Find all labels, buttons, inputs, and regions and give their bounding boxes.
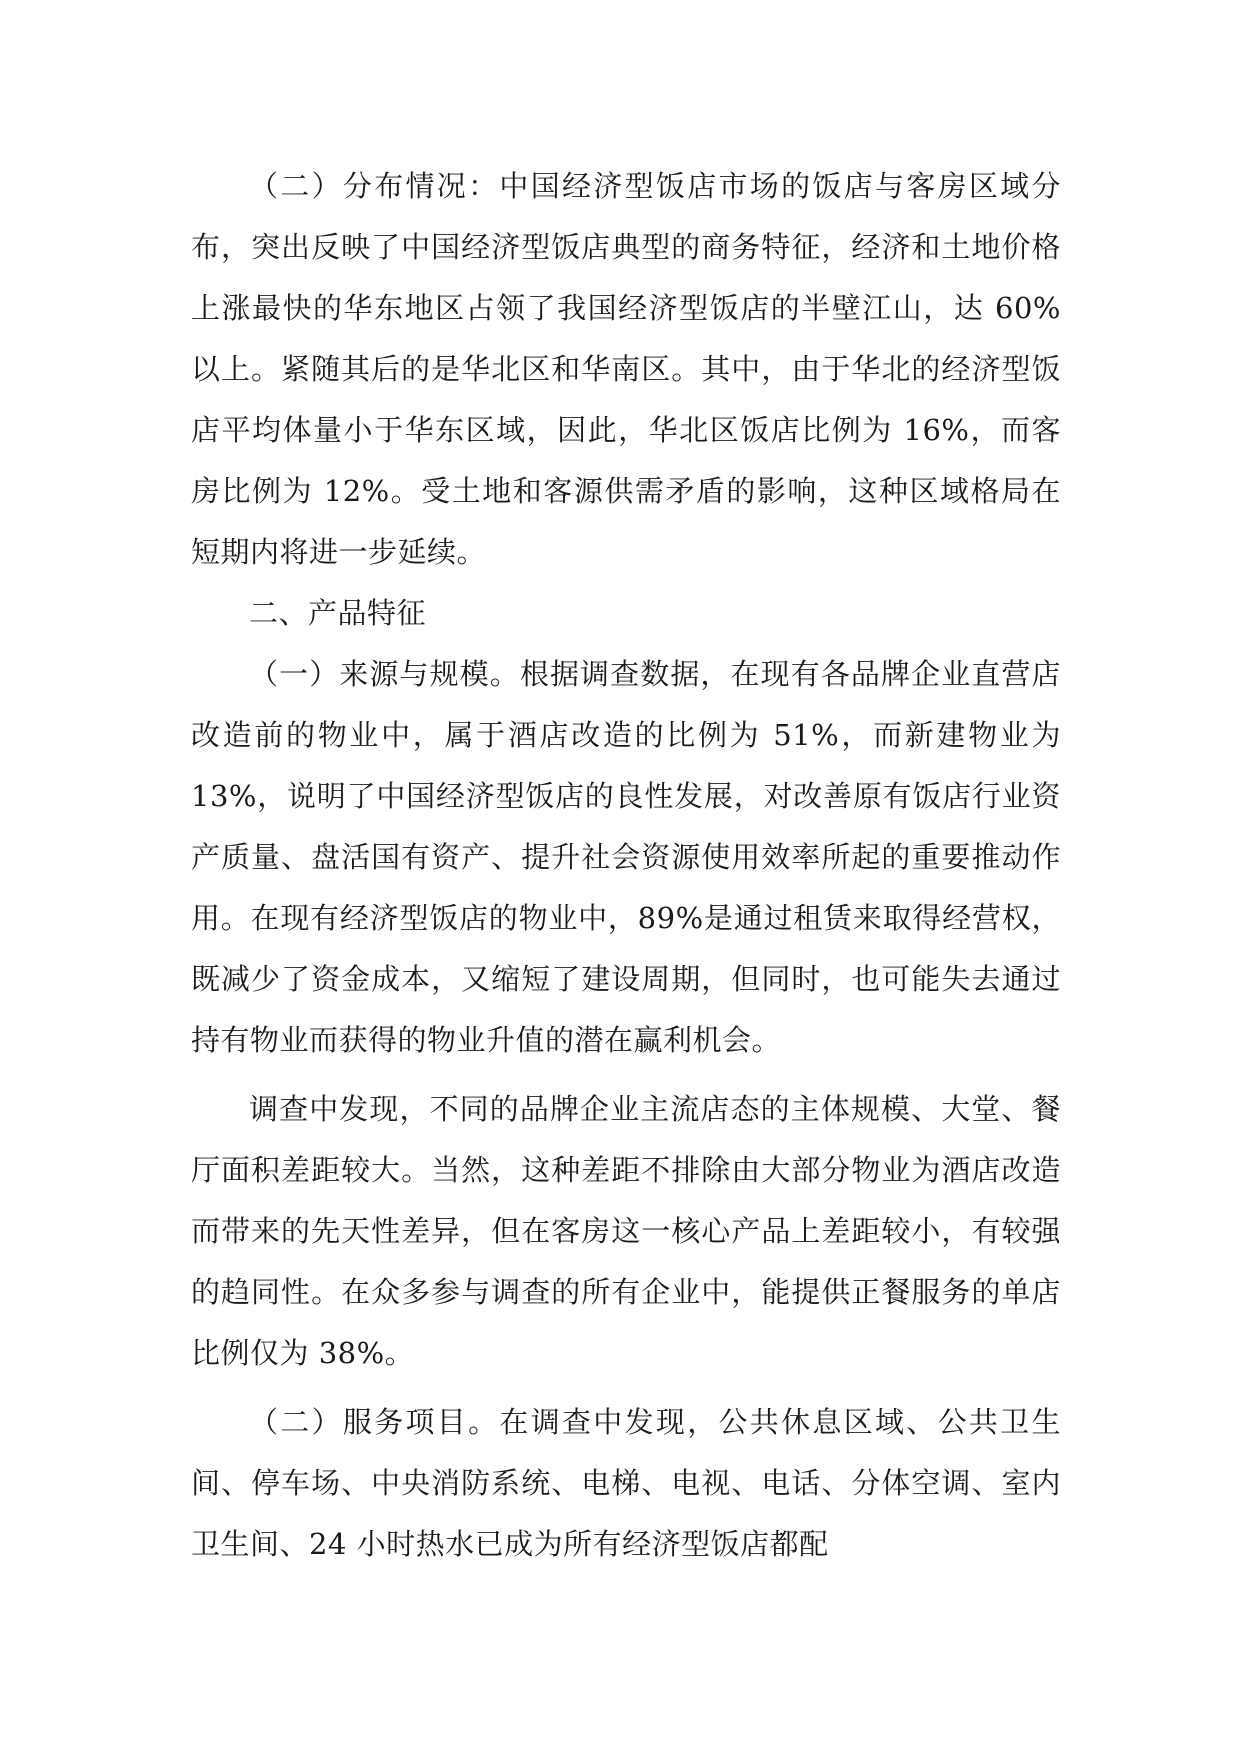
- paragraph-survey-findings: 调查中发现，不同的品牌企业主流店态的主体规模、大堂、餐厅面积差距较大。当然，这种差距不排除由大部分物业为酒店改造而带来的先天性差异，但在客房这一核心产品上差距较小，有较强的趋同性。在众多参与调查的所有企业中，能提供正餐服务的单店比例仅为 38%。: [191, 1092, 1061, 1370]
- paragraph-source-and-scale: （一）来源与规模。根据调查数据，在现有各品牌企业直营店改造前的物业中，属于酒店改造的比例为 51%，而新建物业为 13%，说明了中国经济型饭店的良性发展，对改善原有饭店行业资产质量、盘活国有资产、提升社会资源使用效率所起的重要推动作用。在现有经济型饭店的物业中，89%是通过租赁来取得经营权，既减少了资金成本，又缩短了建设周期，但同时，也可能失去通过持有物业而获得的物业升值的潜在赢利机会。: [191, 657, 1061, 1057]
- section-heading-product-features: 二、产品特征: [249, 596, 427, 630]
- document-body: [191, 156, 1061, 1575]
- paragraph-service-items: （二）服务项目。在调查中发现，公共休息区域、公共卫生间、停车场、中央消防系统、电梯、电视、电话、分体空调、室内卫生间、24 小时热水已成为所有经济型饭店都配: [191, 1405, 1061, 1561]
- paragraph-distribution: （二）分布情况：中国经济型饭店市场的饭店与客房区域分布，突出反映了中国经济型饭店典型的商务特征，经济和土地价格上涨最快的华东地区占领了我国经济型饭店的半壁江山，达 60%以上。紧随其后的是华北区和华南区。其中，由于华北的经济型饭店平均体量小于华东区域，因此，华北区饭店比例为 16%，而客房比例为 12%。受土地和客源供需矛盾的影响，这种区域格局在短期内将进一步延续。: [191, 169, 1061, 569]
